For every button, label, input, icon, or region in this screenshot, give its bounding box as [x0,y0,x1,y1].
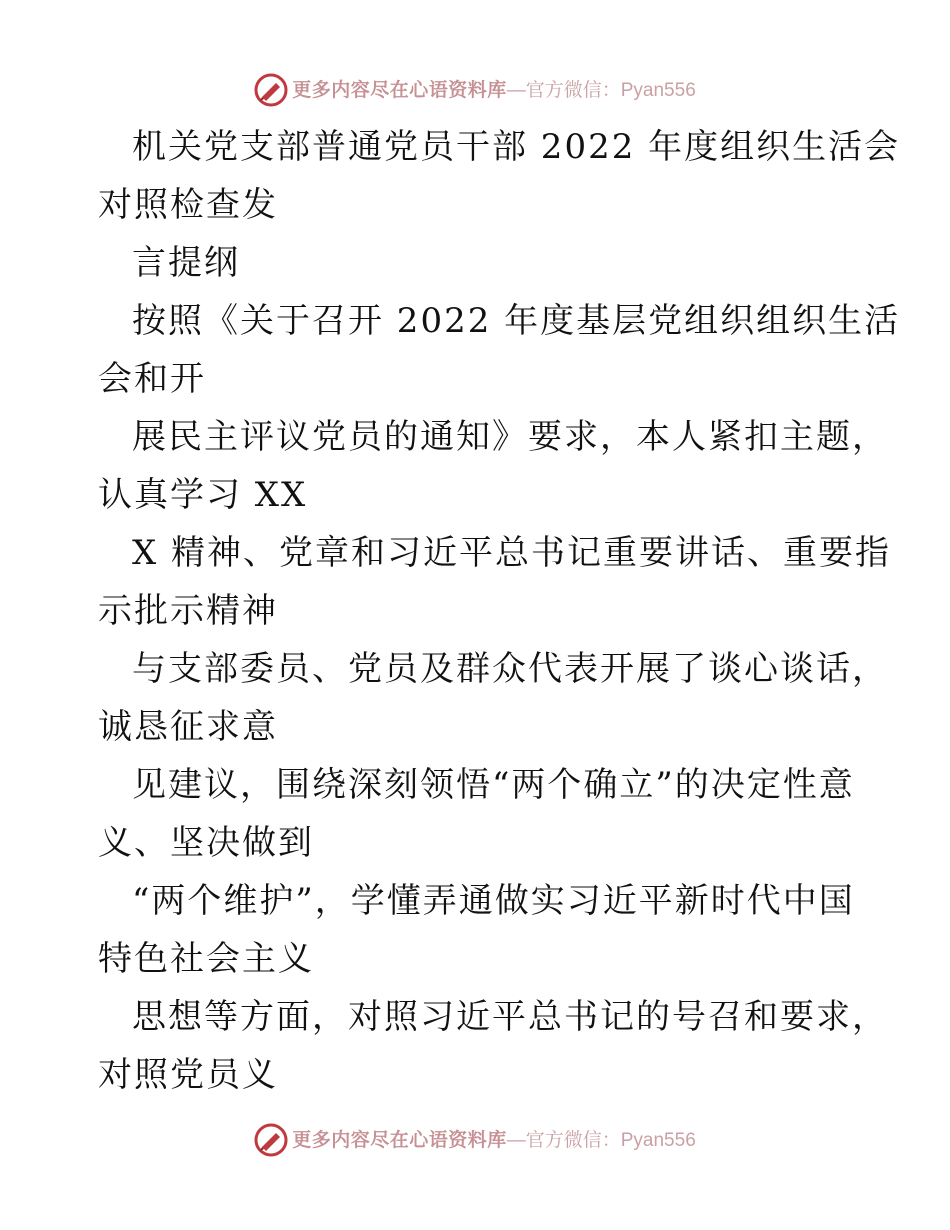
watermark-sub-text: —官方微信：Pyan556 [506,79,696,101]
body-line: 与支部委员、党员及群众代表开展了谈心谈话， [132,649,888,689]
body-line: 义、坚决做到 [98,823,314,863]
body-line: 言提纲 [132,243,240,283]
body-line: “两个维护”，学懂弄通做实习近平新时代中国 [132,881,855,921]
body-line: 思想等方面，对照习近平总书记的号召和要求， [132,997,888,1037]
pen-logo-icon [254,73,288,107]
watermark-main-text: 更多内容尽在心语资料库 [292,1128,507,1151]
header-watermark [0,70,950,110]
body-line: 特色社会主义 [98,939,314,979]
body-line: 按照《关于召开 2022 年度基层党组织组织生活 [132,301,901,341]
body-line: 诚恳征求意 [98,707,278,747]
body-line: 会和开 [98,359,206,399]
body-line: 示批示精神 [98,591,278,631]
pen-logo-icon [254,1123,288,1157]
footer-watermark [0,1120,950,1160]
body-line: 对照党员义 [98,1055,278,1095]
body-line: X 精神、党章和习近平总书记重要讲话、重要指 [132,533,892,573]
body-line: 展民主评议党员的通知》要求，本人紧扣主题， [132,417,888,457]
watermark-main-text: 更多内容尽在心语资料库 [292,78,507,101]
body-line: 认真学习 XX [98,475,308,515]
body-line: 见建议，围绕深刻领悟“两个确立”的决定性意 [132,765,855,805]
body-line: 机关党支部普通党员干部 2022 年度组织生活会 [132,127,901,167]
watermark-sub-text: —官方微信：Pyan556 [506,1129,696,1151]
body-line: 对照检查发 [98,185,278,225]
